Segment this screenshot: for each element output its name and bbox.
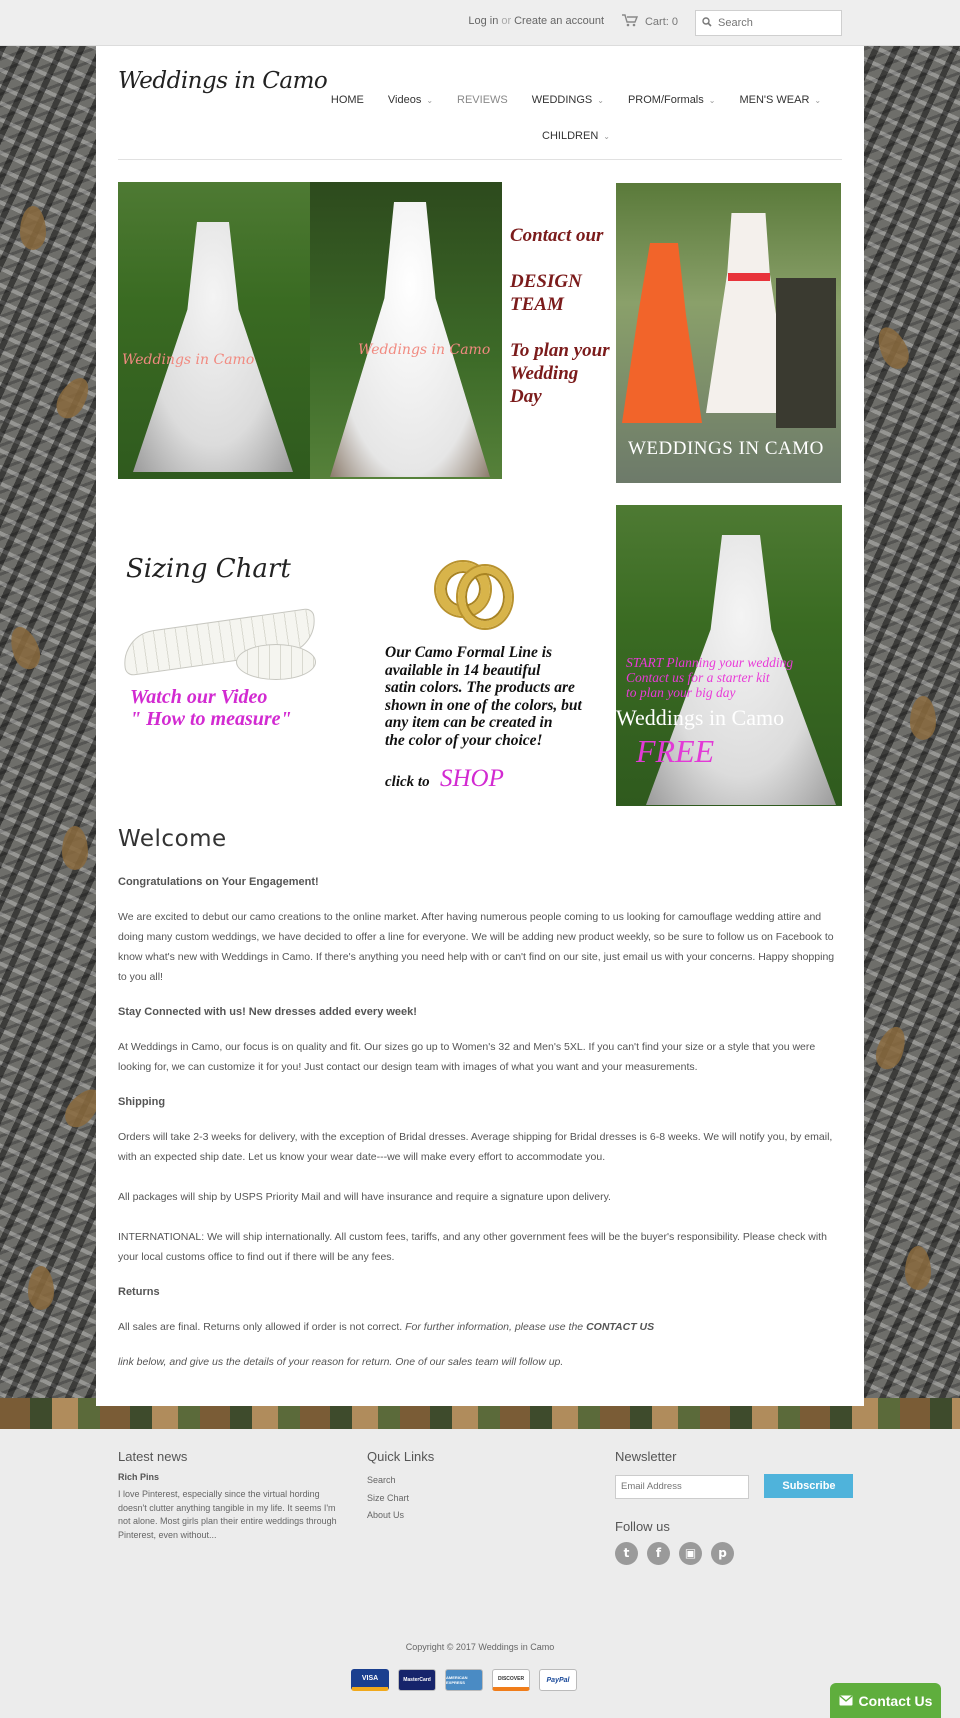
or-text: or	[501, 15, 512, 27]
intro-paragraph: We are excited to debut our camo creations to the online market. After having numerous people coming to us looking for camouflage wedding attire and doing many custom weddings, we have decided to offer a line for everyone. We will be adding new product weekly, so be sure to follow us on Facebook to know what's new with Weddings in Camo. If there's anything you need help with or can't find on our site, just email us with your concerns. Happy shopping to you all!	[118, 911, 835, 983]
pinterest-icon[interactable]: p	[711, 1542, 734, 1565]
chevron-down-icon: ⌄	[426, 95, 434, 105]
facebook-icon[interactable]: f	[647, 1542, 670, 1565]
free-badge: FREE	[636, 733, 715, 769]
footer-link-size-chart[interactable]: Size Chart	[367, 1492, 410, 1503]
nav-item-weddings[interactable]	[532, 94, 604, 106]
nav-item-label: Videos	[387, 94, 422, 106]
leaf-decoration	[905, 1246, 931, 1290]
chevron-down-icon: ⌄	[597, 95, 604, 105]
shipping-paragraph: All packages will ship by USPS Priority Mail and will have insurance and require a signature upon delivery.	[118, 1191, 611, 1203]
nav-item-label: WEDDINGS	[531, 94, 593, 106]
email-field[interactable]	[615, 1475, 749, 1499]
amex-icon: AMERICAN EXPRESS	[445, 1669, 483, 1691]
formal-line-text: Our Camo Formal Line is available in 14 beautiful satin colors. The products are shown in one of the colors, but any item can be created in the color of your choice!	[385, 644, 582, 749]
nav-item-prom-formals[interactable]	[628, 94, 715, 106]
header-divider	[118, 159, 842, 160]
subscribe-button[interactable]: Subscribe	[764, 1474, 853, 1498]
follow-us-title: Follow us	[615, 1518, 670, 1534]
account-links	[468, 15, 604, 27]
nav-item-mens-wear[interactable]	[739, 94, 821, 106]
quick-links	[367, 1449, 434, 1525]
twitter-icon[interactable]: t	[615, 1542, 638, 1565]
nav-item-label: CHILDREN	[542, 130, 599, 142]
payment-icons	[351, 1669, 577, 1691]
nav-item-label: REVIEWS	[457, 94, 508, 106]
focus-paragraph: At Weddings in Camo, our focus is on quality and fit. Our sizes go up to Women's 32 and Men's 5XL. If you can't find your size or a style that you were looking for, we can customize it for you! Just contact our design team with images of what you want and your measurements.	[118, 1041, 816, 1073]
top-bar	[0, 0, 960, 46]
nav-item-children[interactable]	[542, 130, 610, 142]
quick-links-title: Quick Links	[367, 1449, 435, 1464]
nav-item-reviews[interactable]	[457, 94, 508, 106]
leaf-decoration	[51, 372, 96, 423]
instagram-icon[interactable]: ▣	[679, 1542, 702, 1565]
start-planning-photo[interactable]	[616, 505, 842, 806]
leaf-decoration	[910, 696, 936, 740]
contact-us-label: Contact Us	[858, 1692, 933, 1709]
nav-item-label: HOME	[330, 94, 364, 106]
envelope-icon	[839, 1693, 853, 1709]
gown-caption: Weddings in Camo	[358, 342, 491, 358]
gown-image	[330, 202, 490, 477]
main-panel	[96, 46, 864, 1406]
nav-item-label: MEN'S WEAR	[739, 94, 810, 106]
sizing-chart-title[interactable]: Sizing Chart	[126, 554, 291, 584]
returns-followup: link below, and give us the details of your reason for return. One of our sales team will follow up.	[118, 1356, 564, 1368]
bridesmaid-dresses-photo[interactable]	[616, 183, 841, 483]
create-account-link[interactable]: Create an account	[514, 15, 604, 27]
page-title: Welcome	[118, 826, 227, 852]
leaf-decoration	[5, 623, 44, 673]
news-excerpt: I love Pinterest, especially since the virtual hording doesn't clutter anything tangible in my life. It seems I'm not alone. Most girls plan their entire weddings through Pinterest, even without...	[118, 1489, 337, 1540]
returns-text: All sales are final. Returns only allowed if order is not correct.	[118, 1321, 403, 1333]
congrats-heading: Congratulations on Your Engagement!	[118, 876, 319, 888]
chevron-down-icon: ⌄	[708, 95, 716, 105]
shipping-paragraph: Orders will take 2-3 weeks for delivery, with the exception of Bridal dresses. Average shipping for Bridal dresses is 6-8 weeks. We will notify you, by email, with an expected ship date. Let us know your wear date---we will make every effort to accommodate you.	[118, 1131, 833, 1163]
start-planning-text: START Planning your wedding Contact us for a starter kit to plan your big day	[626, 655, 794, 700]
shop-link[interactable]: SHOP	[440, 765, 504, 792]
news-post-title[interactable]: Rich Pins	[118, 1472, 160, 1482]
site-logo[interactable]: Weddings in Camo	[118, 68, 328, 94]
red-sash	[728, 273, 770, 281]
social-icons	[615, 1542, 853, 1565]
dresses-watermark: WEDDINGS IN CAMO	[628, 438, 824, 459]
discover-icon: DISCOVER	[492, 1669, 530, 1691]
page-content	[118, 872, 844, 1372]
nav-item-home[interactable]	[331, 94, 364, 106]
latest-news	[118, 1449, 348, 1542]
newsletter-title: Newsletter	[615, 1449, 677, 1464]
returns-italic-text: For further information, please use the	[405, 1321, 584, 1333]
leaf-decoration	[872, 323, 914, 374]
newsletter	[615, 1449, 853, 1565]
mastercard-icon: MasterCard	[398, 1669, 436, 1691]
paypal-icon: PayPal	[539, 1669, 577, 1691]
visa-icon: VISA	[351, 1669, 389, 1691]
design-team-text[interactable]: Contact our DESIGN TEAM To plan your Wedding Day	[510, 225, 610, 407]
search-box	[695, 10, 842, 36]
leaf-decoration	[28, 1266, 54, 1310]
latest-news-title: Latest news	[118, 1449, 188, 1464]
returns-heading: Returns	[118, 1286, 160, 1298]
gown-caption: Weddings in Camo	[122, 352, 255, 368]
sizing-video-link[interactable]: Watch our Video " How to measure"	[130, 686, 292, 730]
cart-label: Cart: 0	[644, 16, 678, 28]
search-input[interactable]	[718, 17, 828, 29]
shipping-heading: Shipping	[118, 1096, 166, 1108]
ring-image	[458, 566, 512, 628]
nav-item-videos[interactable]	[388, 94, 433, 106]
shipping-paragraph: INTERNATIONAL: We will ship internationally. All custom fees, tariffs, and any other government fees will be the buyer's responsibility. Please check with your local customs office to find out if there will be any fees.	[118, 1231, 827, 1263]
login-link[interactable]: Log in	[468, 15, 499, 27]
leaf-decoration	[62, 826, 88, 870]
returns-paragraph	[118, 1317, 844, 1337]
leaf-decoration	[20, 206, 46, 250]
chevron-down-icon: ⌄	[603, 131, 610, 141]
gown-image	[133, 222, 293, 472]
main-nav	[296, 94, 856, 142]
copyright: Copyright © 2017 Weddings in Camo	[405, 1642, 555, 1652]
chevron-down-icon: ⌄	[814, 95, 822, 105]
camo-vest	[776, 278, 836, 428]
footer-link-search[interactable]: Search	[367, 1475, 396, 1485]
search-icon	[702, 14, 712, 32]
gown-photo-1[interactable]	[118, 182, 310, 479]
orange-dress	[622, 243, 702, 423]
contact-us-button[interactable]	[830, 1683, 941, 1718]
footer-link-about-us[interactable]: About Us	[367, 1510, 405, 1520]
stay-connected-heading: Stay Connected with us! New dresses added every week!	[118, 1006, 417, 1018]
cart-link[interactable]	[622, 14, 678, 30]
gown-photo-2[interactable]	[310, 182, 502, 479]
nav-item-label: PROM/Formals	[627, 94, 704, 106]
leaf-decoration	[871, 1023, 910, 1073]
cart-icon	[622, 14, 638, 30]
tape-roll-image	[236, 644, 316, 680]
click-to-text: click to	[385, 774, 430, 790]
weddings-in-camo-watermark: Weddings in Camo	[616, 705, 785, 730]
contact-us-text: CONTACT US	[586, 1321, 655, 1333]
